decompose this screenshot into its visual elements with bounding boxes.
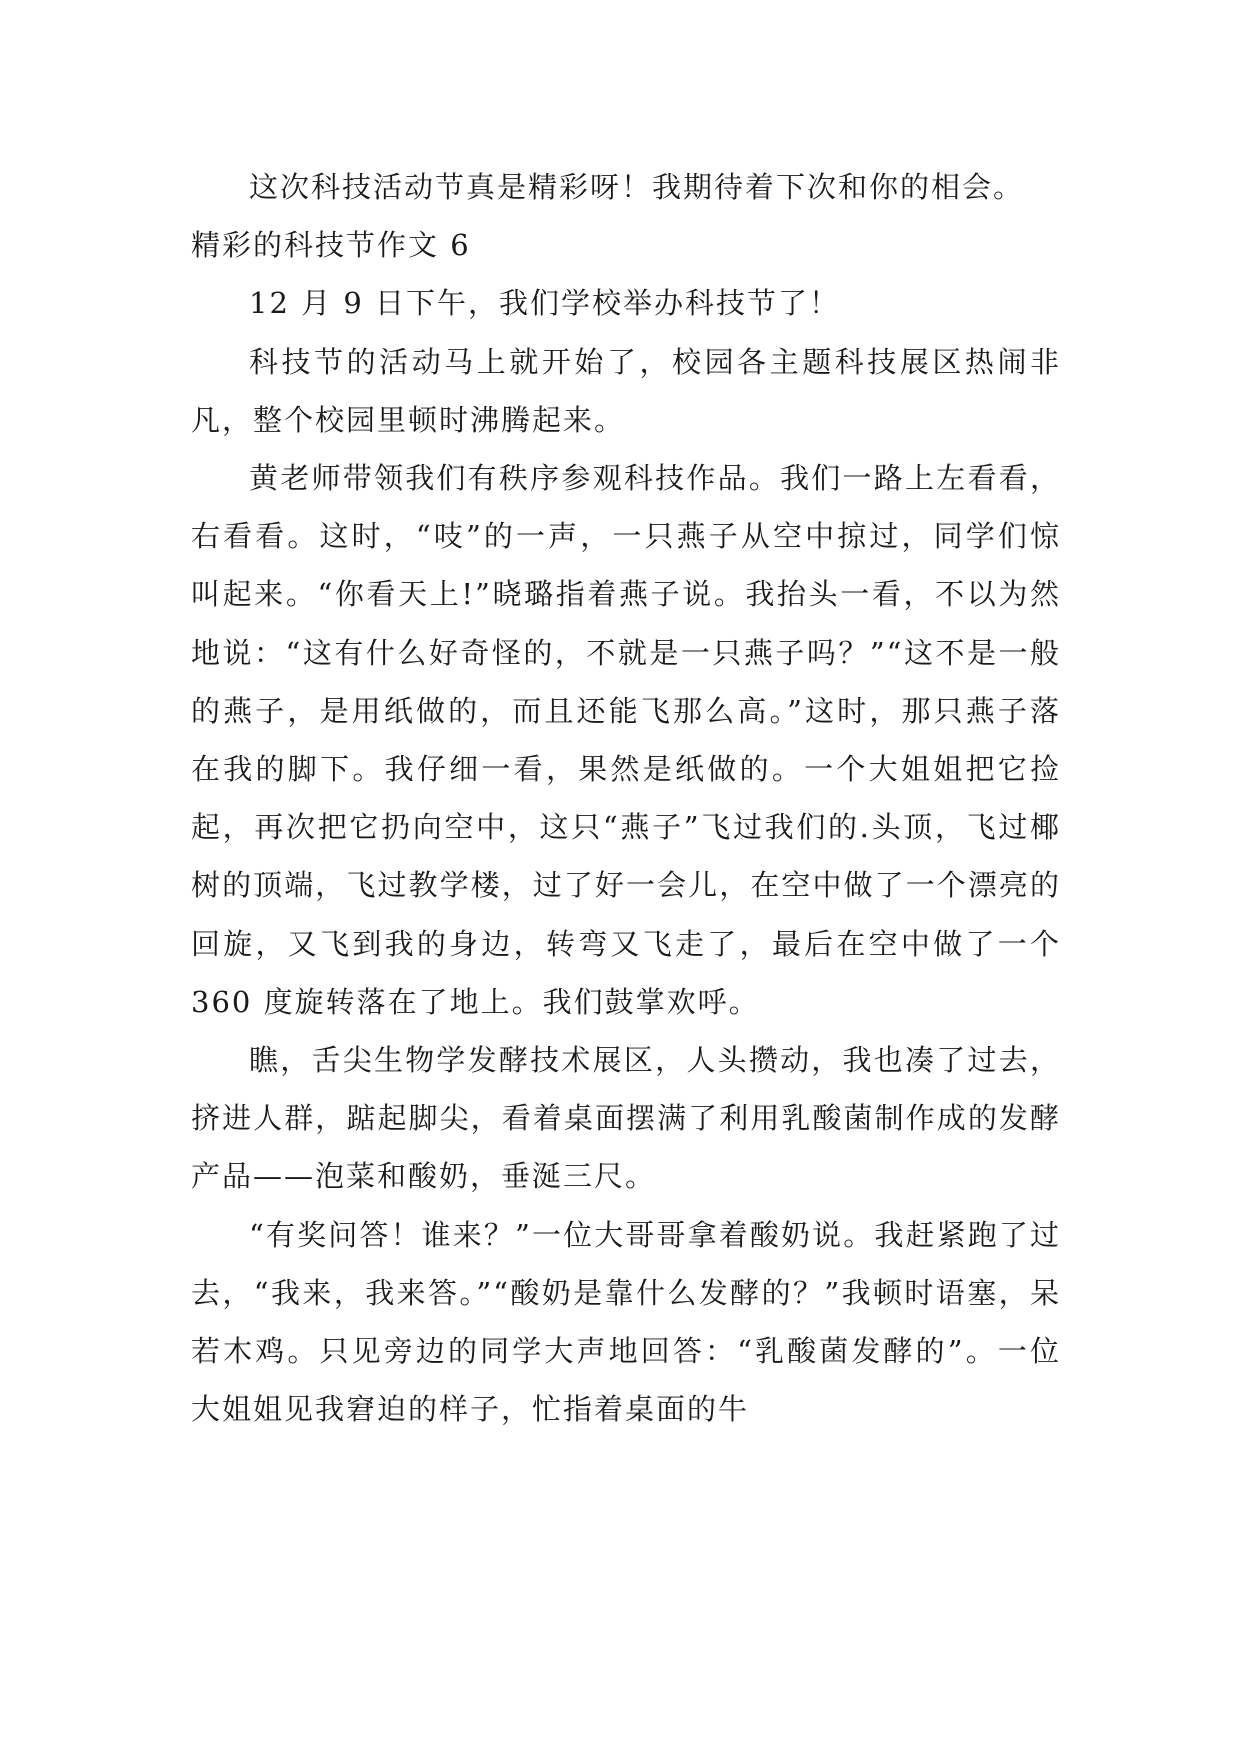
paragraph: 科技节的活动马上就开始了，校园各主题科技展区热闹非凡，整个校园里顿时沸腾起来。 [191,344,1061,437]
paragraph: 这次科技活动节真是精彩呀！我期待着下次和你的相会。 [249,170,1025,204]
paragraph: 12 月 9 日下午，我们学校举办科技节了！ [249,286,841,321]
paragraph: 黄老师带领我们有秩序参观科技作品。我们一路上左看看，右看看。这时，“吱”的一声，一只燕子从空中掠过，同学们惊叫起来。“你看天上!”晓璐指着燕子说。我抬头一看，不以为然地说：“这有什么好奇怪的，不就是一只燕子吗？”“这不是一般的燕子，是用纸做的，而且还能飞那么高。”这时，那只燕子落在我的脚下。我仔细一看，果然是纸做的。一个大姐姐把它捡起，再次把它扔向空中，这只“燕子”飞过我们的.头顶，飞过椰树的顶端，飞过教学楼，过了好一会儿，在空中做了一个漂亮的回旋，又飞到我的身边，转弯又飞走了，最后在空中做了一个 360 度旋转落在了地上。我们鼓掌欢呼。 [191,461,1061,1019]
paragraph: “有奖问答！谁来？”一位大哥哥拿着酸奶说。我赶紧跑了过去，“我来，我来答。”“酸奶是靠什么发酵的？”我顿时语塞，呆若木鸡。只见旁边的同学大声地回答：“乳酸菌发酵的”。一位大姐姐见我窘迫的样子，忙指着桌面的牛 [191,1217,1061,1427]
document-body [191,158,1061,1438]
paragraph: 瞧，舌尖生物学发酵技术展区，人头攒动，我也凑了过去，挤进人群，踮起脚尖，看着桌面摆满了利用乳酸菌制作成的发酵产品——泡菜和酸奶，垂涎三尺。 [191,1043,1061,1194]
section-heading: 精彩的科技节作文 6 [191,228,471,263]
